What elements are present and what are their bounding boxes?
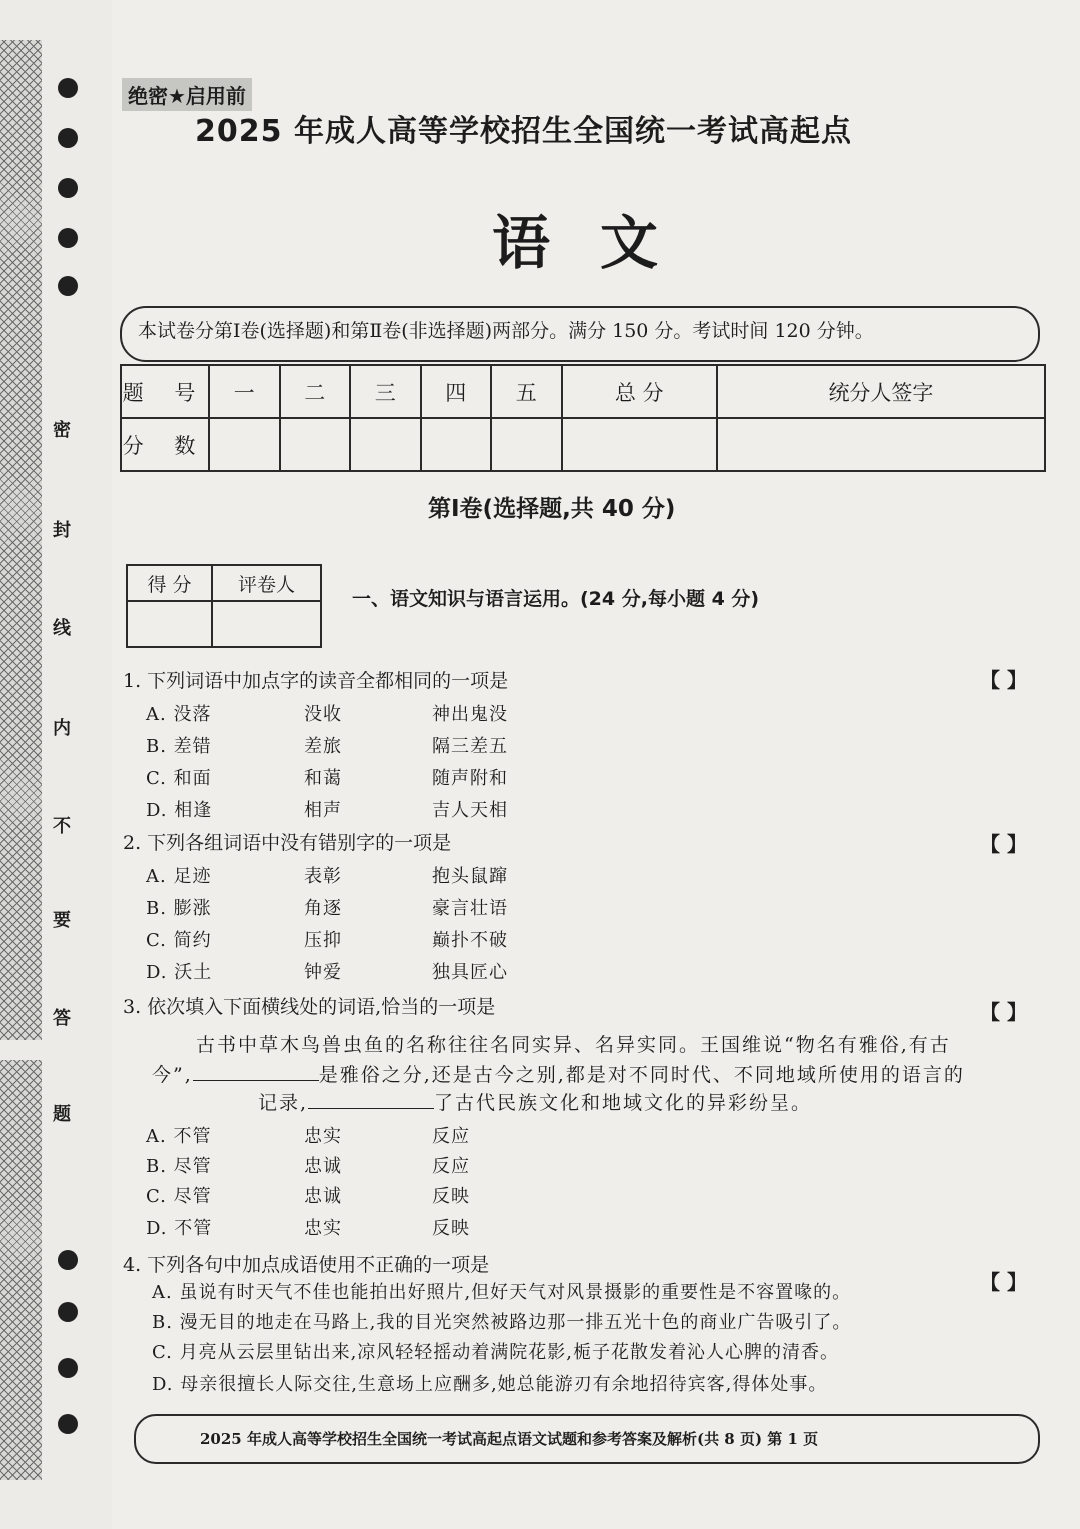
- passage-text: 是雅俗之分,还是古今之别,都是对不同时代、不同地域所使用的语言的: [318, 1064, 965, 1086]
- option-label: A. 没落: [146, 704, 212, 725]
- option-word: 巅扑不破: [432, 930, 508, 951]
- score-table-cell: 二: [280, 365, 351, 418]
- score-input-cell[interactable]: [491, 418, 562, 471]
- passage-text: 了古代民族文化和地域文化的异彩纷呈。: [434, 1092, 813, 1114]
- grader-score-cell[interactable]: [127, 601, 212, 647]
- passage-line: 古书中草木鸟兽虫鱼的名称往往名同实异、名异实同。王国维说“物名有雅俗,有古: [196, 1034, 951, 1056]
- question-stem: 1. 下列词语中加点字的读音全都相同的一项是: [123, 670, 509, 692]
- secret-label: 绝密★启用前: [122, 78, 252, 111]
- exam-title: 2025 年成人高等学校招生全国统一考试高起点: [195, 114, 852, 149]
- part1-title: 第Ⅰ卷(选择题,共 40 分): [428, 496, 676, 522]
- score-table: [120, 364, 1046, 472]
- option-sentence: B. 漫无目的地走在马路上,我的目光突然被路边那一排五光十色的商业广告吸引了。: [152, 1312, 852, 1333]
- intro-text: 本试卷分第Ⅰ卷(选择题)和第Ⅱ卷(非选择题)两部分。满分 150 分。考试时间 120 分钟。: [138, 320, 874, 342]
- passage-text: 今”,: [152, 1064, 193, 1086]
- seal-char: 密: [53, 420, 71, 441]
- option-sentence: D. 母亲很擅长人际交往,生意场上应酬多,她总能游刃有余地招待宾客,得体处事。: [152, 1374, 828, 1395]
- answer-bracket[interactable]: 【 】: [980, 1000, 1027, 1024]
- binding-hole: [58, 178, 78, 198]
- binding-hole: [58, 276, 78, 296]
- option-word: 忠实: [304, 1218, 342, 1239]
- score-table-header: 分 数: [121, 418, 209, 471]
- seal-char: 答: [53, 1008, 71, 1029]
- option-label: B. 尽管: [146, 1156, 212, 1177]
- option-word: 独具匠心: [432, 962, 508, 983]
- option-word: 和蔼: [304, 768, 342, 789]
- answer-bracket[interactable]: 【 】: [980, 668, 1027, 692]
- option-sentence: A. 虽说有时天气不佳也能拍出好照片,但好天气对风景摄影的重要性是不容置喙的。: [152, 1282, 852, 1303]
- option-word: 角逐: [304, 898, 342, 919]
- question-stem: 4. 下列各句中加点成语使用不正确的一项是: [123, 1254, 490, 1276]
- option-sentence: C. 月亮从云层里钻出来,凉风轻轻摇动着满院花影,栀子花散发着沁人心脾的清香。: [152, 1342, 840, 1363]
- score-input-cell[interactable]: [280, 418, 351, 471]
- binding-hole: [58, 128, 78, 148]
- fill-blank[interactable]: [193, 1066, 319, 1081]
- score-table-cell: 一: [209, 365, 280, 418]
- seal-char: 要: [53, 910, 71, 931]
- footer-text: 2025 年成人高等学校招生全国统一考试高起点语文试题和参考答案及解析(共 8 页) 第 1 页: [200, 1430, 819, 1448]
- answer-bracket[interactable]: 【 】: [980, 1270, 1027, 1294]
- score-table-cell: 三: [350, 365, 421, 418]
- option-word: 随声附和: [432, 768, 508, 789]
- score-input-cell[interactable]: [562, 418, 717, 471]
- option-word: 钟爱: [304, 962, 342, 983]
- option-word: 反映: [432, 1186, 470, 1207]
- fill-blank[interactable]: [308, 1094, 434, 1109]
- grader-name-cell[interactable]: [212, 601, 321, 647]
- grader-table: [126, 564, 322, 648]
- score-table-cell: 四: [421, 365, 492, 418]
- option-word: 忠实: [304, 1126, 342, 1147]
- hatch-pattern: [0, 1060, 42, 1480]
- section1-title: 一、语文知识与语言运用。(24 分,每小题 4 分): [352, 588, 760, 610]
- option-label: D. 沃土: [146, 962, 213, 983]
- option-word: 豪言壮语: [432, 898, 508, 919]
- option-word: 压抑: [304, 930, 342, 951]
- grader-label: 评卷人: [212, 565, 321, 601]
- option-label: B. 差错: [146, 736, 212, 757]
- seal-char: 线: [53, 618, 71, 639]
- passage-text: 记录,: [258, 1092, 309, 1114]
- option-word: 隔三差五: [432, 736, 508, 757]
- binding-hole: [58, 1250, 78, 1270]
- option-word: 反应: [432, 1156, 470, 1177]
- option-label: A. 足迹: [146, 866, 212, 887]
- score-input-cell[interactable]: [717, 418, 1045, 471]
- grader-score-label: 得 分: [127, 565, 212, 601]
- passage-line: [152, 1060, 965, 1087]
- option-word: 差旅: [304, 736, 342, 757]
- question-stem: 3. 依次填入下面横线处的词语,恰当的一项是: [123, 996, 496, 1018]
- hatch-pattern: [0, 40, 42, 1040]
- option-word: 没收: [304, 704, 342, 725]
- binding-hole: [58, 228, 78, 248]
- seal-char: 不: [53, 816, 71, 837]
- score-table-cell: 五: [491, 365, 562, 418]
- binding-strip: [0, 0, 112, 1529]
- option-word: 忠诚: [304, 1186, 342, 1207]
- binding-hole: [58, 1358, 78, 1378]
- seal-char: 内: [53, 718, 71, 739]
- option-word: 表彰: [304, 866, 342, 887]
- answer-bracket[interactable]: 【 】: [980, 832, 1027, 856]
- question-stem: 2. 下列各组词语中没有错别字的一项是: [123, 832, 452, 854]
- option-label: B. 膨涨: [146, 898, 212, 919]
- option-label: A. 不管: [146, 1126, 212, 1147]
- option-word: 吉人天相: [432, 800, 508, 821]
- binding-hole: [58, 78, 78, 98]
- option-word: 反应: [432, 1126, 470, 1147]
- option-label: D. 相逢: [146, 800, 213, 821]
- seal-char: 题: [53, 1104, 71, 1125]
- score-input-cell[interactable]: [209, 418, 280, 471]
- option-label: D. 不管: [146, 1218, 213, 1239]
- score-input-cell[interactable]: [350, 418, 421, 471]
- score-table-cell: 统分人签字: [717, 365, 1045, 418]
- seal-char: 封: [53, 520, 71, 541]
- score-table-cell: 总 分: [562, 365, 717, 418]
- option-word: 神出鬼没: [432, 704, 508, 725]
- option-word: 忠诚: [304, 1156, 342, 1177]
- subject-title: 语文: [492, 209, 709, 277]
- option-label: C. 尽管: [146, 1186, 212, 1207]
- binding-hole: [58, 1302, 78, 1322]
- passage-line: [258, 1088, 812, 1115]
- option-word: 相声: [304, 800, 342, 821]
- binding-hole: [58, 1414, 78, 1434]
- score-table-header: 题 号: [121, 365, 209, 418]
- option-label: C. 简约: [146, 930, 212, 951]
- score-input-cell[interactable]: [421, 418, 492, 471]
- option-word: 抱头鼠蹿: [432, 866, 508, 887]
- option-word: 反映: [432, 1218, 470, 1239]
- option-label: C. 和面: [146, 768, 212, 789]
